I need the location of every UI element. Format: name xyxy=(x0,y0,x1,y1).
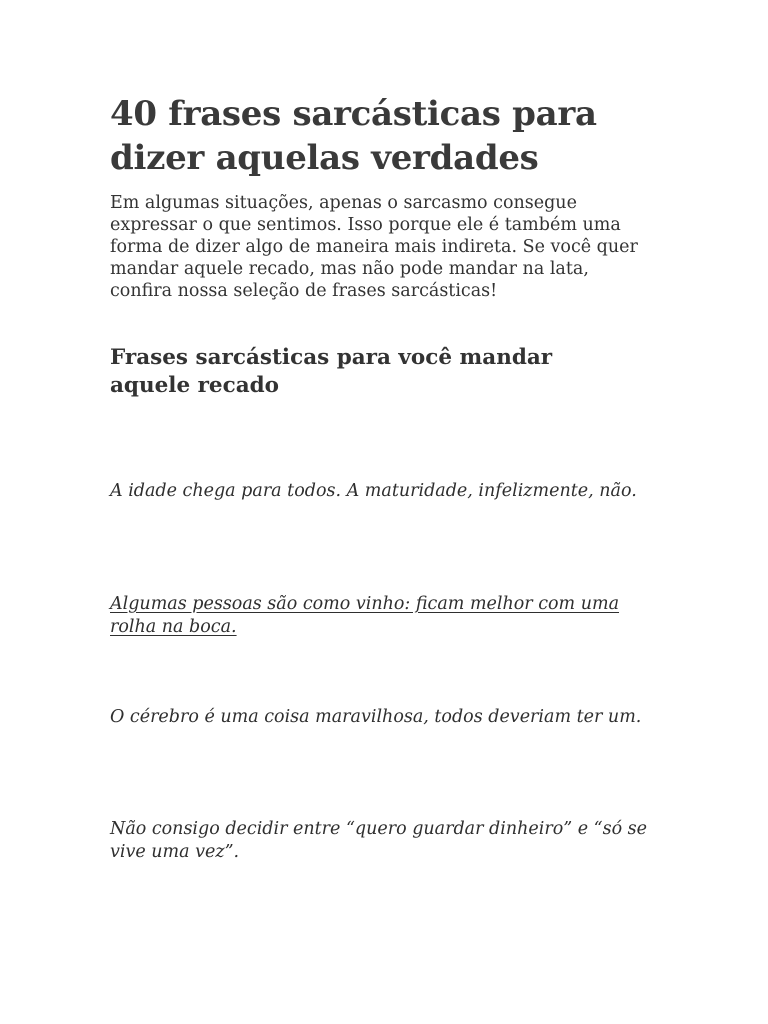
article-intro: Em algumas situações, apenas o sarcasmo consegue expressar o que sentimos. Isso porque ele é também uma forma de dizer algo de maneira mais indireta. Se você quer mandar aquele recado, mas não pode mandar na lata, confira nossa seleção de frases sarcásticas! xyxy=(110,193,638,301)
quote-item: A idade chega para todos. A maturidade, infelizmente, não. xyxy=(110,481,637,501)
quote-item: O cérebro é uma coisa maravilhosa, todos deveriam ter um. xyxy=(110,707,642,727)
article-title: 40 frases sarcásticas para dizer aquelas verdades xyxy=(110,94,597,178)
quote-link[interactable]: Algumas pessoas são como vinho: ficam melhor com uma rolha na boca. xyxy=(110,594,620,637)
section-heading: Frases sarcásticas para você mandar aquele recado xyxy=(110,345,553,398)
quote-item: Não consigo decidir entre “quero guardar dinheiro” e “só se vive uma vez”. xyxy=(110,819,648,862)
article-page xyxy=(110,92,670,862)
